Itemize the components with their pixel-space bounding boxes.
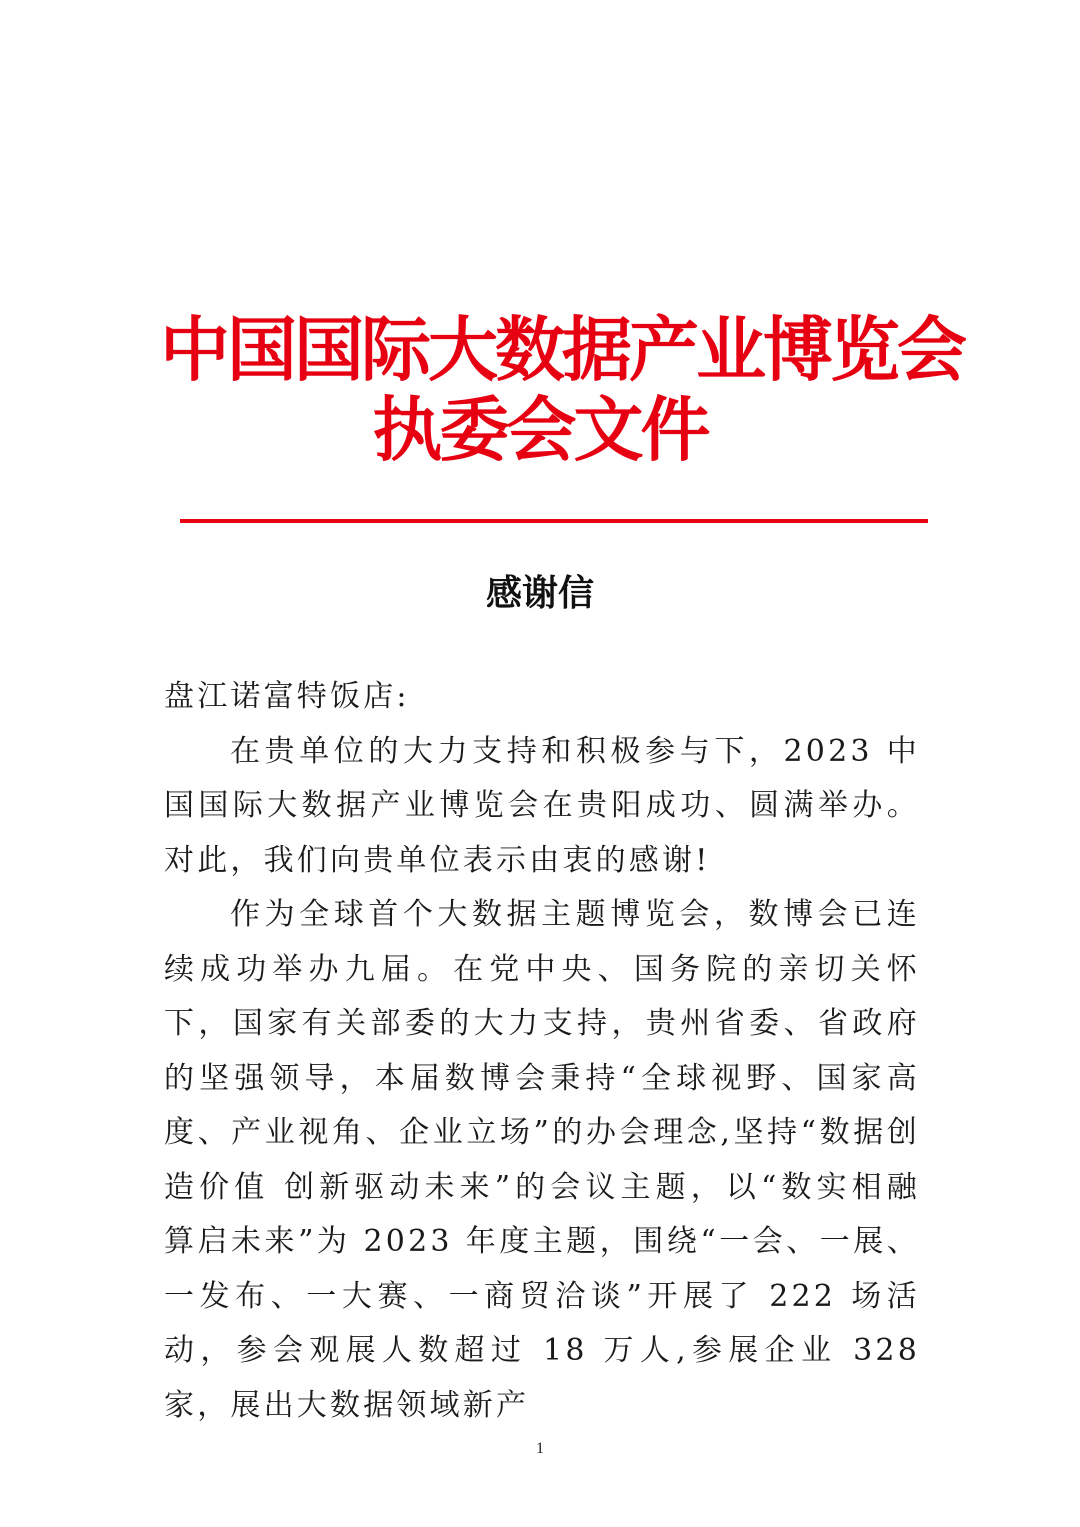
red-divider-line	[180, 519, 928, 523]
letter-body	[164, 670, 920, 1433]
page-number: 1	[536, 1440, 544, 1457]
letter-paragraph: 在贵单位的大力支持和积极参与下，2023 中国国际大数据产业博览会在贵阳成功、圆满举办。对此，我们向贵单位表示由衷的感谢!	[164, 733, 920, 878]
document-header-title-line2: 执委会文件	[372, 388, 708, 471]
letter-salutation: 盘江诺富特饭店:	[164, 679, 410, 714]
letter-paragraph: 作为全球首个大数据主题博览会，数博会已连续成功举办九届。在党中央、国务院的亲切关怀下，国家有关部委的大力支持，贵州省委、省政府的坚强领导，本届数博会秉持“全球视野、国家高度、产业视角、企业立场”的办会理念,坚持“数据创造价值 创新驱动未来”的会议主题，以“数实相融 算启未来”为 2023 年度主题，围绕“一会、一展、一发布、一大赛、一商贸洽谈”开展了 222 场活动，参会观展人数超过 18 万人,参展企业 328 家，展出大数据领域新产	[164, 897, 920, 1423]
letter-title: 感谢信	[485, 573, 594, 614]
document-header-title-line1: 中国国际大数据产业博览会	[160, 308, 964, 391]
